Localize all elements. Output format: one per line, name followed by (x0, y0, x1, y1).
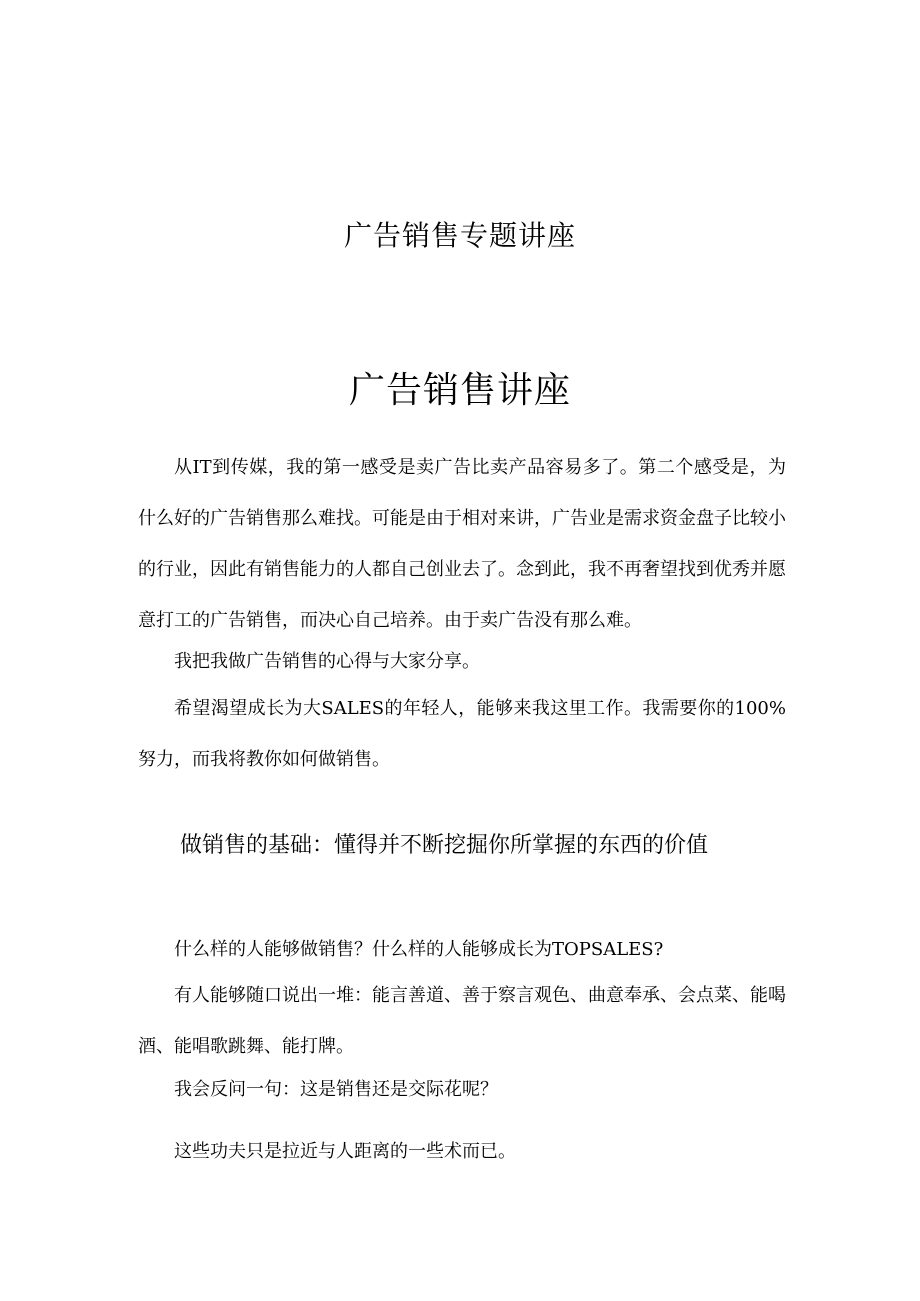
lecture-title: 广告销售讲座 (348, 370, 571, 411)
paragraph-rebuttal: 我会反问一句：这是销售还是交际花呢？ (174, 1079, 498, 1100)
paragraph-conclusion: 这些功夫只是拉近与人距离的一些术而已。 (174, 1141, 516, 1162)
document-title: 广告销售专题讲座 (343, 219, 576, 252)
paragraph-answer: 有人能够随口说出一堆：能言善道、善于察言观色、曲意奉承、会点菜、能喝酒、能唱歌跳舞、能打牌。 (138, 985, 786, 1057)
paragraph-recruit: 希望渴望成长为大SALES的年轻人，能够来我这里工作。我需要你的100%努力，而我将教你如何做销售。 (138, 698, 786, 770)
paragraph-question: 什么样的人能够做销售？什么样的人能够成长为TOPSALES? (174, 939, 664, 960)
paragraph-intro: 从IT到传媒，我的第一感受是卖广告比卖产品容易多了。第二个感受是，为什么好的广告销售那么难找。可能是由于相对来讲，广告业是需求资金盘子比较小的行业，因此有销售能力的人都自己创业去了。念到此，我不再奢望找到优秀并愿意打工的广告销售，而决心自己培养。由于卖广告没有那么难。 (138, 457, 786, 631)
paragraph-share: 我把我做广告销售的心得与大家分享。 (174, 651, 480, 672)
section-heading: 做销售的基础：懂得并不断挖掘你所掌握的东西的价值 (180, 833, 709, 858)
